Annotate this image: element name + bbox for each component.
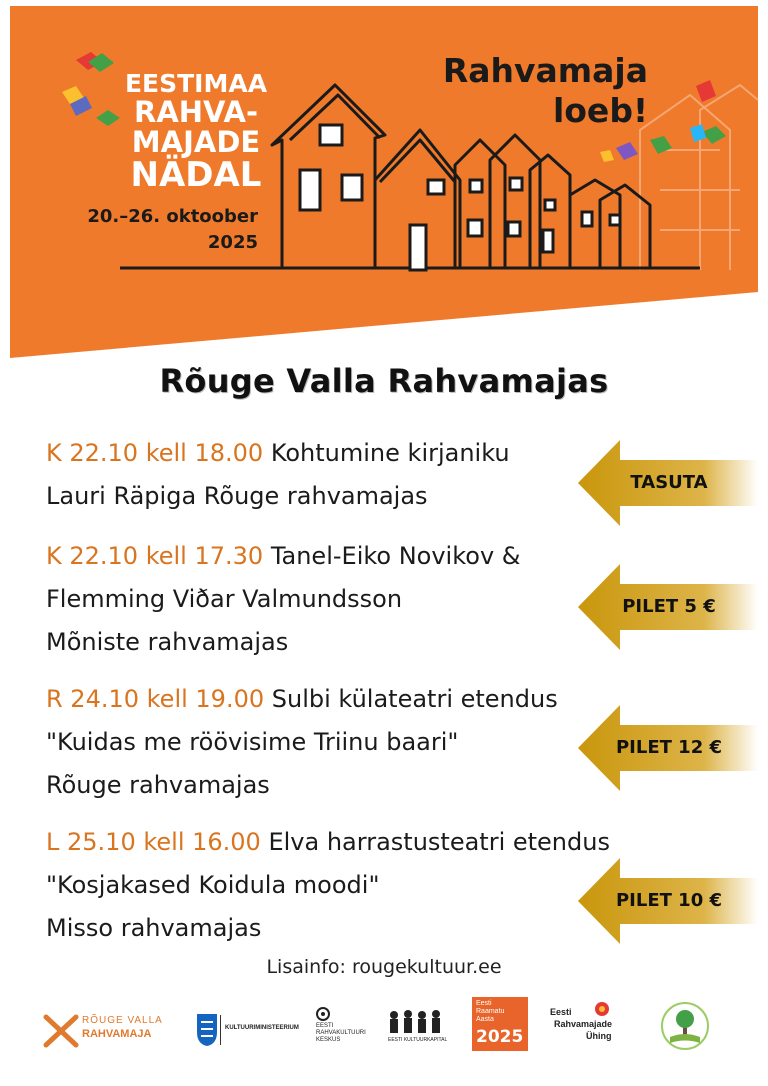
heading-line-2: RAHVA-	[133, 95, 259, 129]
erkk-emblem-icon	[316, 1007, 330, 1021]
union-line-1: Eesti	[550, 1007, 572, 1017]
rouge-logo-line-1: RÕUGE VALLA	[82, 1015, 163, 1026]
kultuuriministeerium-logo	[196, 995, 300, 1065]
book-year-number: 2025	[476, 1027, 524, 1047]
event-datetime: K 22.10 kell 17.30	[46, 542, 264, 570]
kulka-figures-icon	[386, 1009, 448, 1035]
union-line-3: Ühing	[586, 1031, 612, 1041]
erkk-label-line-1: EESTI	[316, 1023, 334, 1029]
rahvamajade-uhing-logo	[550, 995, 642, 1065]
event-text: Sulbi külateatri etendus	[271, 685, 558, 713]
price-arrow-1	[578, 440, 758, 526]
book-year-logo	[472, 997, 528, 1051]
event-text: Misso rahvamajas	[46, 914, 262, 942]
book-year-line-1: Eesti	[476, 1000, 492, 1007]
event-datetime: L 25.10 kell 16.00	[46, 828, 261, 856]
book-year-label	[476, 1000, 504, 1024]
union-line-2: Rahvamajade	[554, 1019, 613, 1029]
more-info-text: Lisainfo: rougekultuur.ee	[266, 956, 502, 978]
erkk-label-line-2: RAHVAKULTUURI	[316, 1030, 366, 1036]
heading-line-3: MAJADE	[131, 125, 261, 159]
price-arrow-2	[578, 564, 758, 650]
price-label: PILET 12 €	[615, 737, 723, 758]
slogan-line-1: Rahvamaja	[442, 51, 648, 90]
rouge-logo-line-2: RAHVAMAJA	[82, 1028, 152, 1040]
price-label: PILET 5 €	[622, 596, 716, 617]
price-label: PILET 10 €	[615, 890, 723, 911]
banner-illustration	[0, 0, 768, 360]
event-text: Elva harrastusteatri etendus	[268, 828, 610, 856]
heading-line-1: EESTIMAA	[124, 69, 268, 98]
event-text: Tanel-Eiko Novikov &	[270, 542, 521, 570]
event-text: Lauri Räpiga Rõuge rahvamajas	[46, 482, 428, 510]
price-arrow-4	[578, 858, 758, 944]
event-text: Kohtumine kirjaniku	[270, 439, 510, 467]
banner-heading	[125, 69, 268, 195]
event-datetime: K 22.10 kell 18.00	[46, 439, 264, 467]
heading-line-4: NÄDAL	[130, 155, 262, 195]
kulka-label: EESTI KULTUURKAPITAL	[388, 1037, 448, 1043]
coat-of-arms-icon	[196, 1013, 218, 1047]
date-range: 20.–26. oktoober	[87, 206, 258, 227]
page-title: Rõuge Valla Rahvamajas	[159, 362, 609, 400]
slogan-line-2: loeb!	[552, 91, 648, 130]
sponsor-logos	[0, 995, 768, 1065]
tree-book-emblem	[660, 995, 712, 1065]
price-arrow-3	[578, 705, 758, 791]
event-text: "Kosjakased Koidula moodi"	[46, 871, 380, 899]
event-text: Mõniste rahvamajas	[46, 628, 289, 656]
flower-icon	[592, 999, 612, 1019]
tree-book-icon	[660, 1001, 710, 1051]
rouge-cross-icon	[42, 1011, 82, 1051]
year: 2025	[207, 232, 258, 253]
event-text: "Kuidas me röövisime Triinu baari"	[46, 728, 459, 756]
rouge-rahvamaja-logo	[40, 995, 170, 1065]
erkk-label	[316, 1023, 366, 1044]
book-year-line-3: Aasta	[476, 1016, 494, 1023]
event-text: Rõuge rahvamajas	[46, 771, 270, 799]
erkk-logo	[314, 995, 374, 1065]
book-year-line-2: Raamatu	[476, 1008, 505, 1015]
kultuurkapital-logo	[384, 995, 450, 1065]
event-text: Flemming Viðar Valmundsson	[46, 585, 403, 613]
price-label: TASUTA	[630, 472, 708, 493]
ministry-label: KULTUURIMINISTEERIUM	[225, 1025, 299, 1031]
erkk-label-line-3: KESKUS	[316, 1037, 341, 1043]
event-datetime: R 24.10 kell 19.00	[46, 685, 265, 713]
header-banner	[0, 0, 768, 360]
